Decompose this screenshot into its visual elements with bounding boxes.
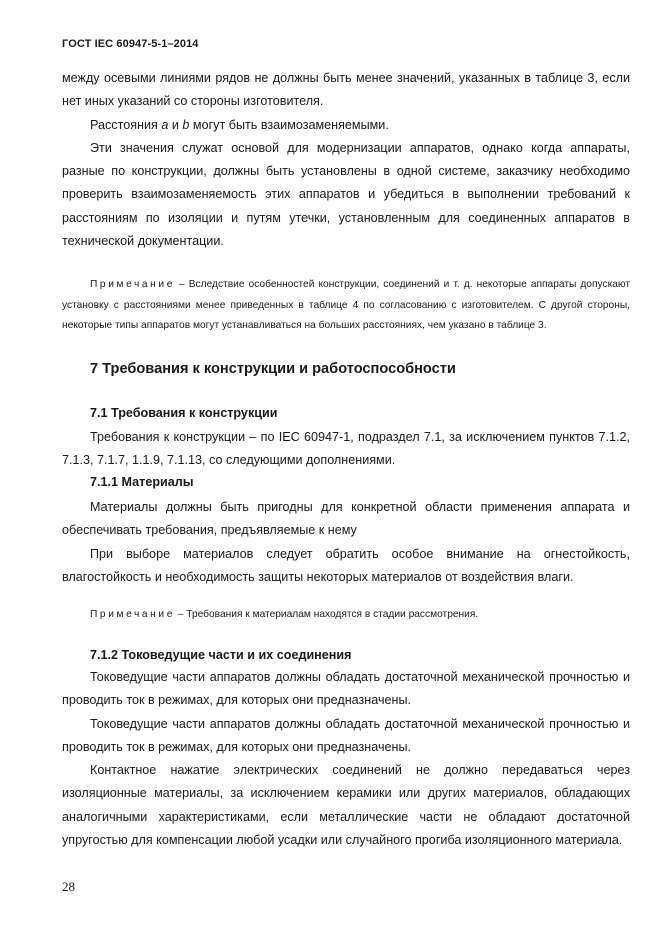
subsection-7-1-1-text: [62, 496, 630, 589]
page-number: 28: [62, 879, 75, 894]
subsection-7-1-1-heading: 7.1.1 Материалы: [90, 475, 194, 489]
paragraph-construction-reqs: Требования к конструкции – по IEC 60947-1, подраздел 7.1, за исключением пунктов 7.1.2, 7.1.3, 7.1.7, 1.1.9, 7.1.13, со следующими дополнениями.: [62, 430, 630, 468]
note-installation: [62, 275, 630, 337]
intro-text-block: [62, 67, 630, 253]
paragraph-modernization: Эти значения служат основой для модернизации аппаратов, однако когда аппараты, разные по конструкции, должны быть установлены в одной системе, заказчику необходимо проверить взаимозаменяемость этих аппаратов и убедиться в выполнении требований к расстояниям по изоляции и путям утечки, установленным для соединенных аппаратов в технической документации.: [62, 140, 630, 249]
subsection-7-1-2-heading: 7.1.2 Токоведущие части и их соединения: [90, 648, 352, 662]
note-text: – Требования к материалам находятся в стадии рассмотрения.: [174, 609, 479, 620]
subsection-7-1-heading: 7.1 Требования к конструкции: [90, 406, 278, 420]
note-materials: [62, 605, 630, 626]
document-code-header: ГОСТ IEC 60947-5-1–2014: [62, 38, 199, 50]
note-text: – Вследствие особенностей конструкции, соединений и т. д. некоторые аппараты допускают установку с расстояниями менее приведенных в таблице 4 по согласованию с изготовителем. С другой стороны, некоторые типы аппаратов могут устанавливаться на больших расстояниях, чем указано в таблице 3.: [62, 279, 630, 331]
paragraph-continuation: между осевыми линиями рядов не должны быть менее значений, указанных в таблице 3, если нет иных указаний со стороны изготовителя.: [62, 71, 630, 109]
subsection-7-1-2-text: [62, 666, 630, 852]
section-7-heading: 7 Требования к конструкции и работоспособности: [90, 361, 456, 377]
paragraph-materials-1: Материалы должны быть пригодны для конкретной области применения аппарата и обеспечивать требования, предъявляемые к нему: [62, 500, 630, 538]
note-label: Примечание: [90, 279, 175, 290]
paragraph-distances: Расстояния a и b могут быть взаимозаменяемыми.: [90, 117, 389, 132]
note-label: Примечание: [90, 609, 175, 620]
paragraph-materials-2: При выборе материалов следует обратить особое внимание на огнестойкость, влагостойкость и необходимость защиты некоторых материалов от воздействия влаги.: [62, 546, 630, 584]
variable-b: b: [182, 117, 190, 132]
subsection-7-1-text: [62, 426, 630, 473]
paragraph-current-parts-1: Токоведущие части аппаратов должны обладать достаточной механической прочностью и проводить ток в режимах, для которых они предназначены.: [62, 670, 630, 708]
variable-a: a: [161, 117, 169, 132]
paragraph-current-parts-2: Токоведущие части аппаратов должны обладать достаточной механической прочностью и проводить ток в режимах, для которых они предназначены.: [62, 716, 630, 754]
paragraph-contact-pressure: Контактное нажатие электрических соединений не должно передаваться через изоляционные материалы, за исключением керамики или других материалов, обладающих аналогичными характеристиками, если металлические части не обладают достаточной упругостью для компенсации любой усадки или случайного прогиба изоляционного материала.: [62, 763, 630, 848]
